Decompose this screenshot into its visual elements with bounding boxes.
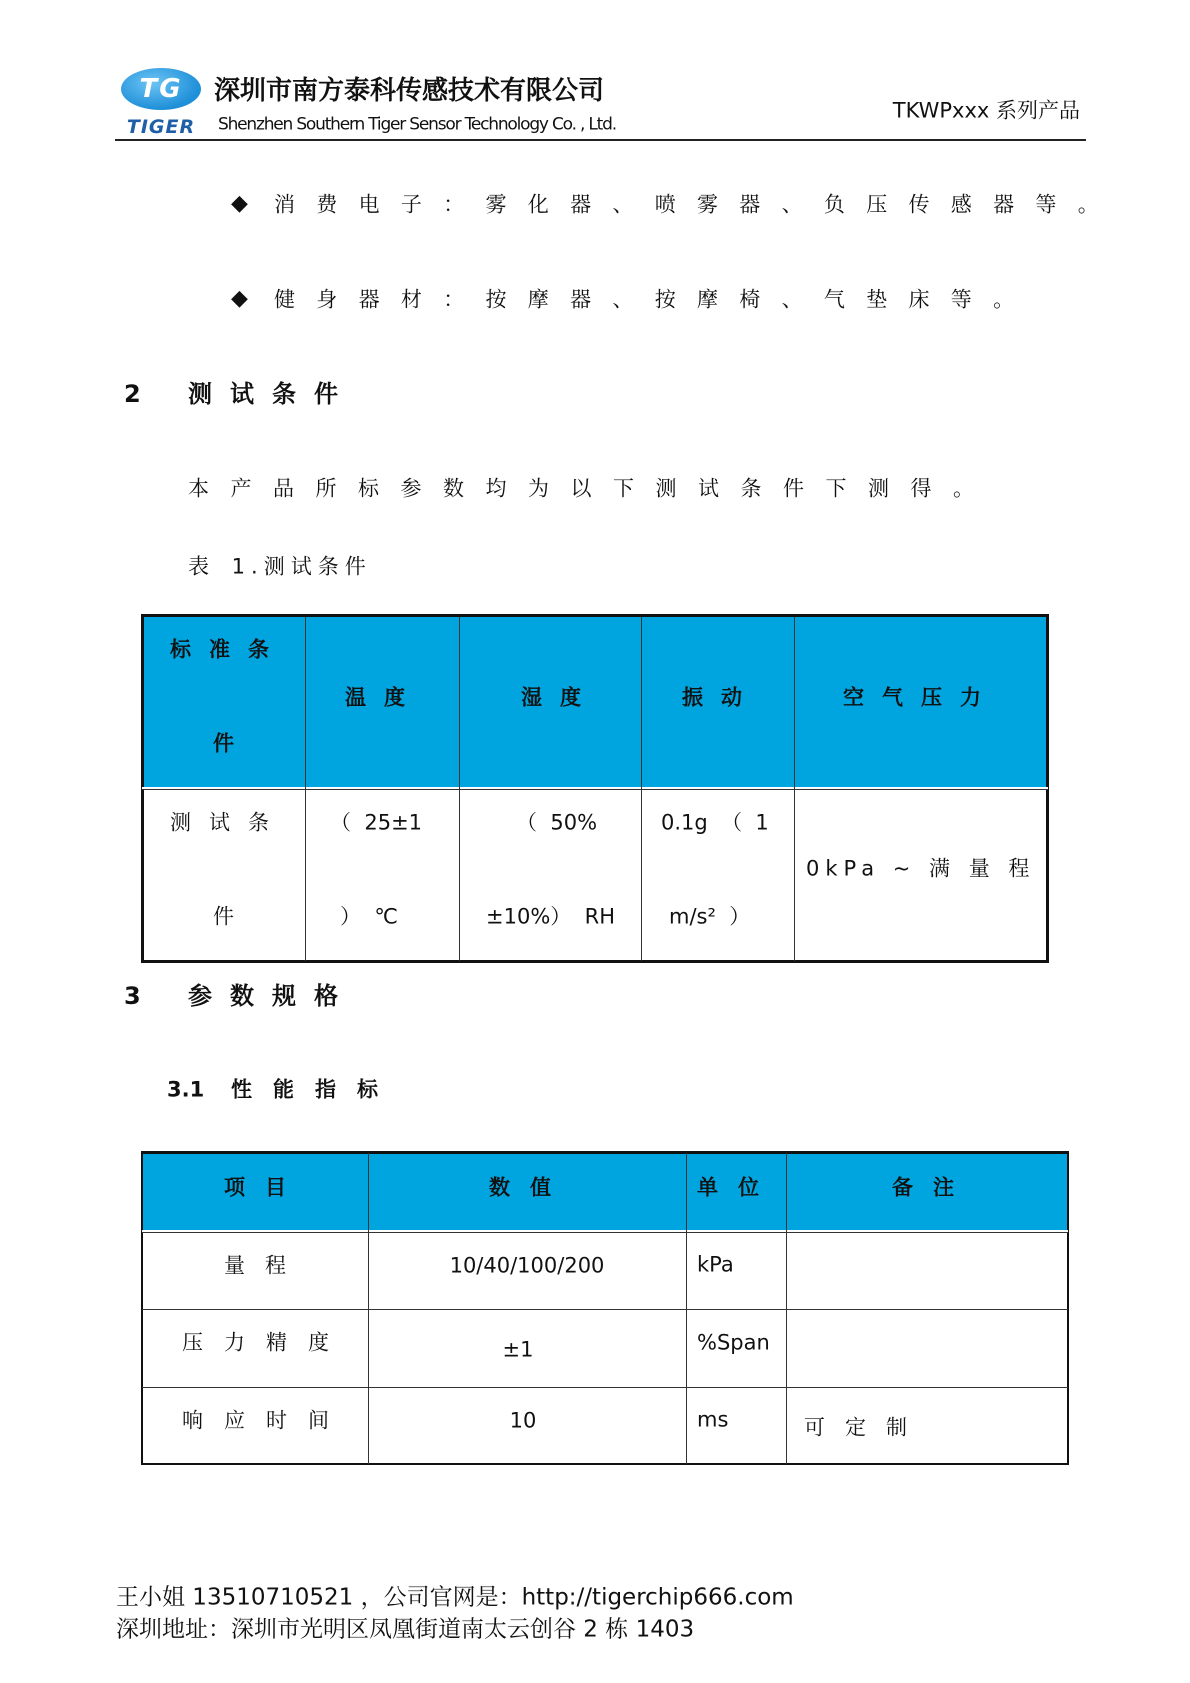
bullet-consumer-electronics: 消费电子：雾化器、喷雾器、负压传感器等。 [274,192,1120,217]
logo-word: TIGER [126,116,196,138]
row-label-test-conditions: 测试条 [170,810,287,835]
header-item: 项目 [224,1175,306,1200]
section-3-number: 3 [124,982,141,1010]
row-note: 可定制 [804,1415,927,1440]
temperature-unit: ） ℃ [340,904,398,929]
company-logo [119,68,203,138]
diamond-bullet-icon: ◆ [231,191,248,216]
header-note: 备注 [892,1175,974,1200]
row-value: 10 [509,1408,537,1433]
subsection-3-1-number: 3.1 [167,1077,205,1102]
header-humidity: 湿度 [521,685,599,710]
table-divider [459,617,460,961]
table-divider [368,1153,369,1464]
row-item: 压力精度 [182,1330,350,1355]
table-border [1067,1151,1069,1465]
footer-address: 深圳地址：深圳市光明区凤凰街道南太云创谷 2 栋 1403 [116,1616,695,1643]
air-pressure-value: 0kPa ~ 满 量 程 [806,856,1036,881]
logo-mark: TG [139,74,183,104]
table-divider [794,617,795,961]
table-border [141,1463,1069,1465]
section-3-title: 参数规格 [188,982,356,1010]
humidity-unit: ±10%） RH [486,904,616,929]
diamond-bullet-icon: ◆ [231,286,248,311]
row-unit: kPa [697,1252,734,1277]
row-item: 量程 [224,1253,306,1278]
table-divider [305,617,306,961]
vibration-value: 0.1g （ 1 [661,810,769,835]
table-border [141,614,1049,617]
header-unit: 单位 [697,1175,779,1200]
row-item: 响应时间 [182,1408,350,1433]
table-divider [641,617,642,961]
header-vibration: 振动 [682,685,760,710]
row-unit: ms [697,1407,729,1432]
table-divider [142,1387,1068,1388]
subsection-3-1-title: 性能指标 [231,1077,399,1102]
header-divider [115,139,1086,141]
humidity-value: （ 50% [516,810,598,835]
table-border [141,1151,143,1465]
section-2-number: 2 [124,380,141,408]
series-title: TKWPxxx 系列产品 [892,98,1080,123]
table-divider [142,789,1048,790]
footer-contact: 王小姐 13510710521 ，公司官网是：http://tigerchip666.com [116,1584,794,1611]
bullet-fitness-equipment: 健身器材：按摩器、按摩椅、气垫床等。 [274,287,1036,312]
company-name-cn: 深圳市南方泰科传感技术有限公司 [214,76,605,106]
table-border [141,960,1049,963]
header-value: 数值 [489,1175,571,1200]
row-unit: %Span [697,1330,770,1355]
table-1-caption: 表 1.测试条件 [188,554,372,579]
company-name-en: Shenzhen Southern Tiger Sensor Technology Co. , Ltd. [218,114,616,135]
table-divider [686,1153,687,1464]
header-standard-conditions: 标准条 [170,637,287,662]
table-divider [142,1232,1068,1233]
table-border [141,1151,1069,1154]
row-value: ±1 [502,1337,534,1362]
vibration-unit: m/s² ） [669,904,751,929]
header-standard-conditions-cont: 件 [213,731,234,756]
header-air-pressure: 空气压力 [843,685,999,710]
table-divider [142,1309,1068,1310]
row-value: 10/40/100/200 [449,1253,605,1278]
temperature-value: （ 25±1 [330,810,423,835]
row-label-test-conditions-cont: 件 [213,904,234,929]
header-temperature: 温度 [345,685,423,710]
section-2-paragraph: 本产品所标参数均为以下测试条件下测得。 [188,476,996,501]
table-divider [786,1153,787,1464]
section-2-title: 测试条件 [188,380,356,408]
